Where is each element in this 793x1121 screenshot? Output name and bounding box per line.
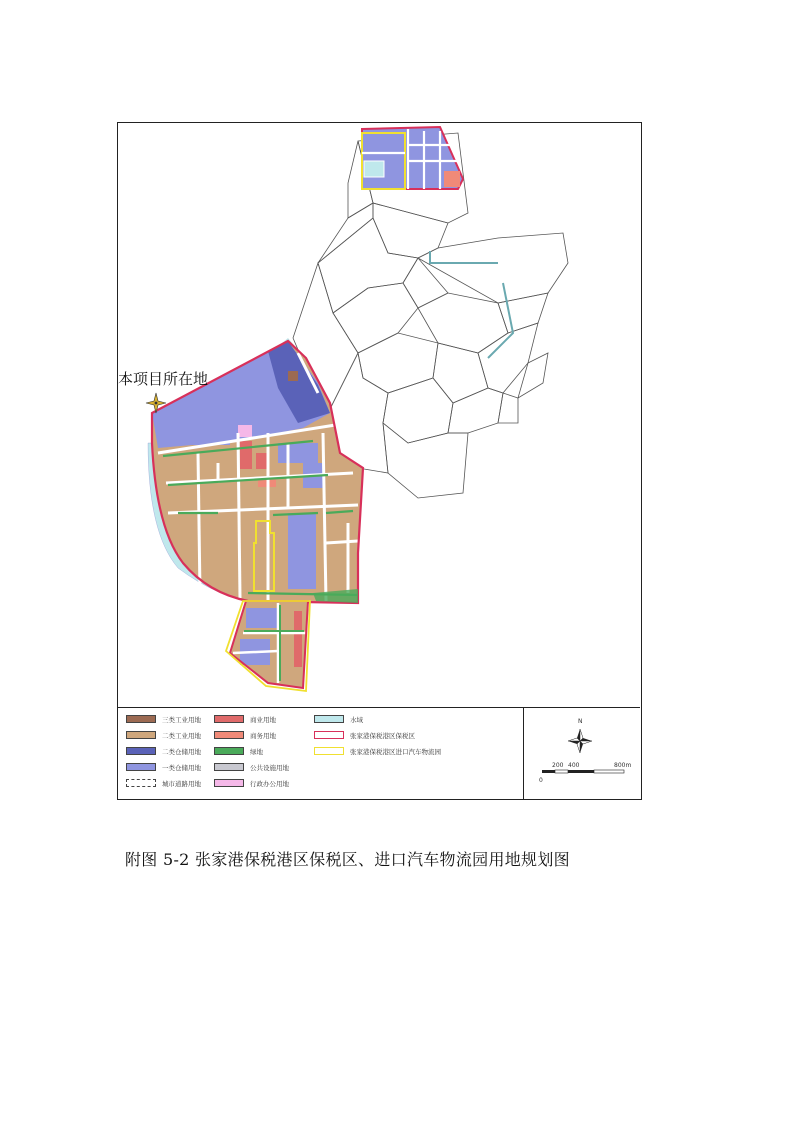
legend-swatch bbox=[214, 731, 244, 739]
legend-label: 张家港保税港区进口汽车物流园 bbox=[350, 747, 441, 756]
north-label: N bbox=[578, 718, 583, 725]
legend-swatch bbox=[126, 731, 156, 739]
legend-label: 二类工业用地 bbox=[162, 731, 201, 740]
scale-tick-0: 0 bbox=[539, 777, 543, 784]
legend-swatch bbox=[126, 747, 156, 755]
legend-swatch bbox=[214, 763, 244, 771]
compass-rose-icon bbox=[568, 729, 592, 753]
legend-label: 行政办公用地 bbox=[250, 779, 289, 788]
land-use-map bbox=[118, 123, 640, 707]
legend bbox=[118, 709, 525, 799]
map-frame bbox=[117, 122, 642, 800]
legend-label: 商业用地 bbox=[250, 715, 276, 724]
legend-label: 商务用地 bbox=[250, 731, 276, 740]
north-arrow-box bbox=[523, 707, 640, 799]
project-location-label: 本项目所在地 bbox=[118, 370, 209, 388]
legend-item-storage-2 bbox=[126, 745, 201, 757]
scale-tick-200: 200 bbox=[552, 762, 564, 769]
legend-item-auto-park-boundary bbox=[314, 745, 441, 757]
legend-item-storage-1 bbox=[126, 761, 201, 773]
legend-item-water bbox=[314, 713, 363, 725]
legend-swatch bbox=[214, 747, 244, 755]
legend-item-road bbox=[126, 777, 201, 789]
legend-label: 一类仓储用地 bbox=[162, 763, 201, 772]
legend-label: 三类工业用地 bbox=[162, 715, 201, 724]
north-bonded-block bbox=[362, 127, 463, 189]
legend-label: 二类仓储用地 bbox=[162, 747, 201, 756]
legend-item-public bbox=[214, 761, 289, 773]
legend-swatch bbox=[314, 715, 344, 723]
legend-item-admin bbox=[214, 777, 289, 789]
south-auto-park bbox=[226, 601, 310, 691]
scale-tick-800: 800m bbox=[614, 762, 632, 769]
legend-item-bonded-boundary bbox=[314, 729, 415, 741]
compass-scale bbox=[524, 707, 640, 799]
legend-label: 水域 bbox=[350, 715, 363, 724]
legend-label: 公共设施用地 bbox=[250, 763, 289, 772]
legend-item-industrial-2 bbox=[126, 729, 201, 741]
legend-label: 绿地 bbox=[250, 747, 263, 756]
legend-item-commercial bbox=[214, 713, 276, 725]
outline-road-teal bbox=[430, 251, 513, 358]
legend-swatch bbox=[214, 715, 244, 723]
legend-swatch bbox=[314, 747, 344, 755]
legend-swatch bbox=[126, 763, 156, 771]
legend-item-industrial-3 bbox=[126, 713, 201, 725]
legend-swatch bbox=[126, 715, 156, 723]
legend-label: 张家港保税港区保税区 bbox=[350, 731, 415, 740]
scale-bar bbox=[539, 762, 631, 784]
legend-swatch bbox=[314, 731, 344, 739]
legend-swatch bbox=[126, 779, 156, 787]
scale-tick-400: 400 bbox=[568, 762, 580, 769]
figure-caption: 附图 5-2 张家港保税港区保税区、进口汽车物流园用地规划图 bbox=[125, 850, 570, 869]
legend-item-business bbox=[214, 729, 276, 741]
legend-item-green bbox=[214, 745, 263, 757]
legend-label: 城市道路用地 bbox=[162, 779, 201, 788]
legend-swatch bbox=[214, 779, 244, 787]
